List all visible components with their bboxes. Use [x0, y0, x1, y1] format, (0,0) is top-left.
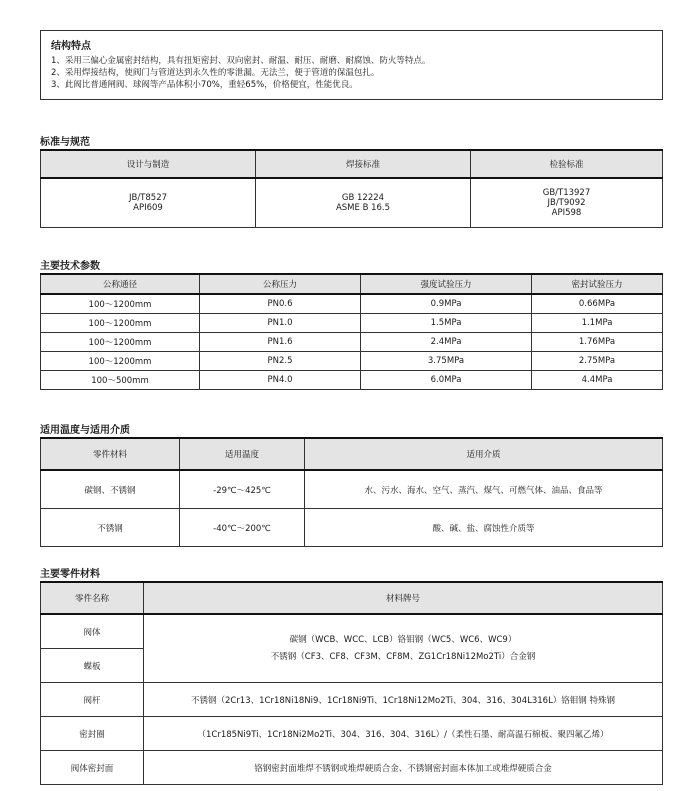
param-cell: 100～1200mm [41, 352, 200, 371]
materials-title: 主要零件材料 [40, 569, 100, 580]
param-cell: 100～1200mm [41, 294, 200, 314]
features-line: 1、采用三偏心金属密封结构，具有扭矩密封、双向密封、耐温、耐压、耐磨、耐腐蚀、防火等特点。 [51, 56, 431, 66]
material-line: 不锈钢（CF3、CF8、CF3M、CF8M、ZG1Cr18Ni12Mo2Ti）合金钢 [270, 651, 536, 662]
params-table [40, 273, 663, 390]
features-title: 结构特点 [51, 41, 91, 52]
temp-header: 零件材料 [41, 438, 180, 470]
param-cell: 100～1200mm [41, 314, 200, 333]
part-name: 阀体 [41, 614, 144, 649]
part-material [144, 614, 663, 683]
part-material: 不锈钢（2Cr13、1Cr18Ni18Ni9、1Cr18Ni9Ti、1Cr18Ni12Mo2Ti、304、316、304L316L）铬钼钢 特殊钢 [144, 683, 663, 717]
standards-title: 标准与规范 [40, 137, 90, 148]
params-header: 公称通径 [41, 274, 200, 294]
temp-cell: 碳钢、不锈钢 [41, 470, 180, 509]
table-row [41, 683, 663, 717]
temp-cell: 酸、碱、盐、腐蚀性介质等 [305, 509, 663, 547]
standards-header: 焊接标准 [256, 150, 471, 178]
temp-cell: -40℃～200℃ [180, 509, 305, 547]
table-row [41, 470, 663, 509]
materials-header: 材料牌号 [144, 582, 663, 614]
standard-code: GB 12224 [341, 193, 385, 203]
standards-cell [41, 178, 256, 228]
param-cell: PN1.0 [200, 314, 361, 333]
standard-code: JB/T8527 [128, 193, 168, 203]
part-name: 阀杆 [41, 683, 144, 717]
param-cell: 100～1200mm [41, 333, 200, 352]
standards-header: 检验标准 [471, 150, 663, 178]
temp-title: 适用温度与适用介质 [40, 425, 130, 436]
table-row [41, 314, 663, 333]
temp-header: 适用温度 [180, 438, 305, 470]
part-name: 阀体密封面 [41, 751, 144, 785]
table-row [41, 751, 663, 785]
table-row [41, 614, 663, 649]
standard-code: GB/T13927 [542, 188, 591, 198]
table-row [41, 294, 663, 314]
features-line: 2、采用焊接结构，使阀门与管道达到永久性的零泄漏。无法兰，便于管道的保温包扎。 [51, 68, 380, 78]
features-line: 3、此阀比普通闸阀、球阀等产品体积小70%，重轻65%，价格便宜，性能优良。 [51, 80, 358, 90]
temp-cell: 水、污水、海水、空气、蒸汽、煤气、可燃气体、油品、食品等 [305, 470, 663, 509]
standards-cell [471, 178, 663, 228]
param-cell: 4.4MPa [532, 371, 663, 390]
param-cell: 100～500mm [41, 371, 200, 390]
table-row [41, 509, 663, 547]
params-title: 主要技术参数 [40, 261, 100, 272]
param-cell: PN2.5 [200, 352, 361, 371]
part-name: 蝶板 [41, 649, 144, 683]
param-cell: 3.75MPa [361, 352, 532, 371]
param-cell: PN0.6 [200, 294, 361, 314]
temp-cell: 不锈钢 [41, 509, 180, 547]
standard-code: API609 [133, 203, 163, 213]
param-cell: 2.75MPa [532, 352, 663, 371]
params-header: 强度试验压力 [361, 274, 532, 294]
standard-code: API598 [551, 208, 582, 218]
params-header: 密封试验压力 [532, 274, 663, 294]
temp-header: 适用介质 [305, 438, 663, 470]
materials-header: 零件名称 [41, 582, 144, 614]
param-cell: 1.1MPa [532, 314, 663, 333]
param-cell: 1.5MPa [361, 314, 532, 333]
part-material: （1Cr185Ni9Ti、1Cr18Ni2Mo2Ti、304、316、304、316L）/（柔性石墨、耐高温石棉板、聚四氟乙烯） [144, 717, 663, 751]
param-cell: 1.76MPa [532, 333, 663, 352]
part-material: 铬钢密封面堆焊不锈钢或堆焊硬质合金、不锈钢密封面本体加工或堆焊硬质合金 [144, 751, 663, 785]
temp-cell: -29℃～425℃ [180, 470, 305, 509]
param-cell: 2.4MPa [361, 333, 532, 352]
table-row [41, 371, 663, 390]
part-name: 密封圈 [41, 717, 144, 751]
material-line: 碳钢（WCB、WCC、LCB）铬钼钢（WC5、WC6、WC9） [289, 634, 517, 645]
param-cell: 0.66MPa [532, 294, 663, 314]
standards-header: 设计与制造 [41, 150, 256, 178]
features-box [40, 30, 663, 100]
table-row [41, 333, 663, 352]
standards-cell [256, 178, 471, 228]
table-row [41, 717, 663, 751]
standards-table [40, 149, 663, 228]
param-cell: PN4.0 [200, 371, 361, 390]
materials-table [40, 581, 663, 785]
temp-table [40, 437, 663, 547]
param-cell: 0.9MPa [361, 294, 532, 314]
standard-code: ASME B 16.5 [335, 203, 391, 213]
standard-code: JB/T9092 [547, 198, 586, 208]
table-row [41, 352, 663, 371]
param-cell: 6.0MPa [361, 371, 532, 390]
params-header: 公称压力 [200, 274, 361, 294]
param-cell: PN1.6 [200, 333, 361, 352]
